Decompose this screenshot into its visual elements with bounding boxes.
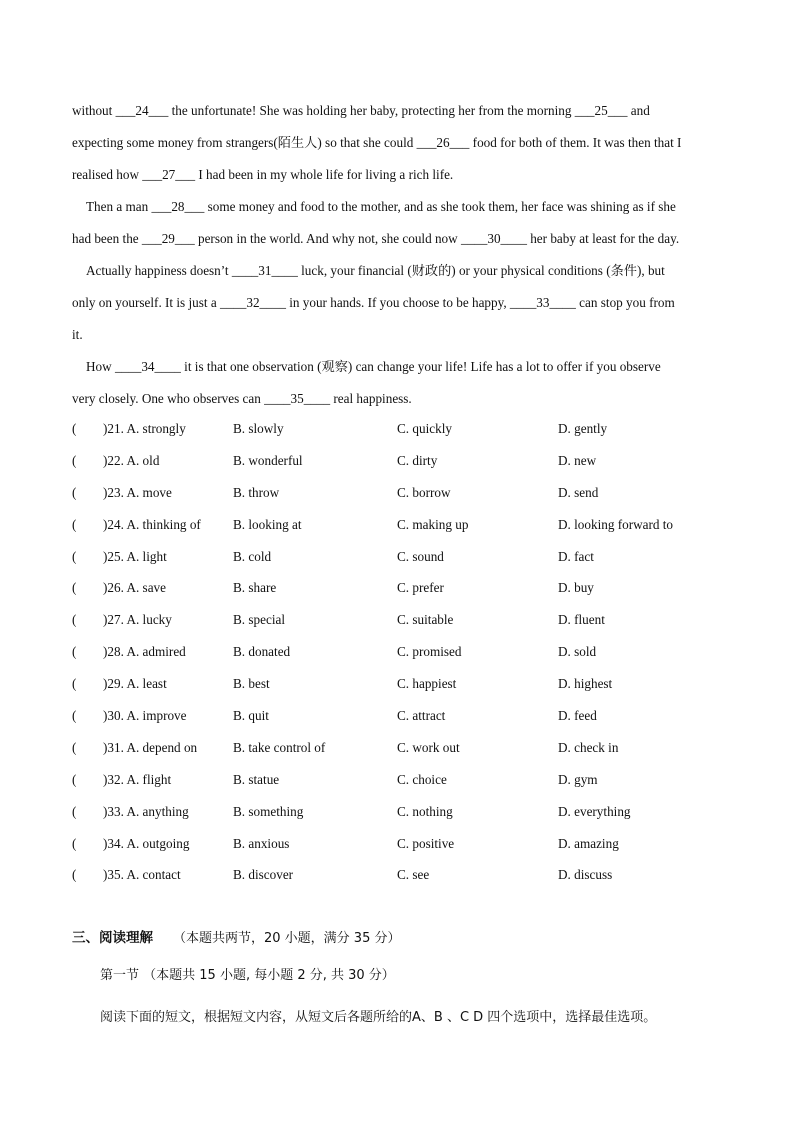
answer-bracket: (: [72, 516, 77, 532]
option-a: )24. A. thinking of: [103, 516, 201, 532]
answer-bracket: (: [72, 803, 77, 819]
option-a: )26. A. save: [103, 580, 166, 596]
question-row: [72, 859, 752, 891]
option-b: B. looking at: [233, 516, 302, 532]
question-row: [72, 413, 752, 445]
option-a: )34. A. outgoing: [103, 835, 190, 851]
option-c: C. suitable: [397, 612, 454, 628]
option-a: )28. A. admired: [103, 644, 186, 660]
option-c: C. promised: [397, 644, 462, 660]
option-a: )21. A. strongly: [103, 421, 186, 436]
option-b: B. cold: [233, 548, 272, 564]
option-b: B. special: [233, 612, 286, 628]
option-b: B. best: [233, 676, 270, 692]
option-a: )30. A. improve: [103, 708, 187, 724]
question-list: [72, 413, 752, 891]
answer-bracket: (: [72, 644, 77, 660]
option-a: )35. A. contact: [103, 867, 181, 883]
passage-line: had been the ___29___ person in the world. And why not, she could now ____30____ her baby at least for the day.: [72, 231, 680, 246]
option-a: )25. A. light: [103, 548, 167, 564]
option-a: )23. A. move: [103, 484, 172, 500]
section-heading: [72, 925, 400, 952]
option-c: C. borrow: [397, 484, 451, 500]
answer-bracket: (: [72, 612, 77, 628]
option-b: B. throw: [233, 484, 280, 500]
option-d: D. highest: [558, 676, 613, 692]
answer-bracket: (: [72, 484, 77, 500]
option-d: D. discuss: [558, 867, 613, 883]
option-c: C. work out: [397, 739, 460, 755]
option-c: C. attract: [397, 708, 446, 724]
question-row: [72, 700, 752, 732]
passage-line: it.: [72, 327, 83, 342]
passage-line: How ____34____ it is that one observation (观察) can change your life! Life has a lot to offer if you observe: [86, 359, 661, 374]
passage-line: Then a man ___28___ some money and food to the mother, and as she took them, her face was shining as if she: [86, 199, 676, 214]
option-d: D. check in: [558, 739, 619, 755]
option-b: B. donated: [233, 644, 291, 660]
question-row: [72, 477, 752, 509]
answer-bracket: (: [72, 580, 77, 596]
option-b: B. wonderful: [233, 452, 303, 468]
answer-bracket: (: [72, 676, 77, 692]
passage-line: expecting some money from strangers(陌生人) so that she could ___26___ food for both of them. It was then that I: [72, 135, 682, 150]
option-c: C. see: [397, 867, 430, 883]
option-c: C. choice: [397, 771, 447, 787]
passage-line: very closely. One who observes can ____35____ real happiness.: [72, 391, 412, 406]
question-row: [72, 732, 752, 764]
option-d: D. send: [558, 484, 599, 500]
option-b: B. share: [233, 580, 277, 596]
option-c: C. prefer: [397, 580, 444, 596]
question-row: [72, 764, 752, 796]
option-c: C. making up: [397, 516, 469, 532]
question-row: [72, 541, 752, 573]
section-title: 三、阅读理解: [72, 930, 153, 946]
option-d: D. new: [558, 452, 597, 468]
question-row: [72, 572, 752, 604]
option-d: D. fluent: [558, 612, 605, 628]
option-a: )27. A. lucky: [103, 612, 172, 628]
answer-bracket: (: [72, 739, 77, 755]
option-d: D. gym: [558, 771, 598, 787]
option-c: C. happiest: [397, 676, 457, 692]
option-d: D. amazing: [558, 835, 619, 851]
section-note: （本题共两节，20 小题，满分 35 分）: [173, 931, 401, 946]
option-a: )22. A. old: [103, 452, 160, 468]
option-d: D. feed: [558, 708, 597, 724]
option-b: B. slowly: [233, 421, 284, 436]
option-d: D. sold: [558, 644, 597, 660]
passage-line: Actually happiness doesn’t ____31____ luck, your financial (财政的) or your physical conditions (条件), but: [86, 263, 665, 278]
question-row: [72, 604, 752, 636]
answer-bracket: (: [72, 708, 77, 724]
section-subtitle: 第一节 （本题共 15 小题, 每小题 2 分, 共 30 分）: [100, 968, 395, 983]
option-b: B. discover: [233, 867, 294, 883]
option-a: )33. A. anything: [103, 803, 189, 819]
option-c: C. positive: [397, 835, 455, 851]
option-b: B. quit: [233, 708, 269, 724]
answer-bracket: (: [72, 771, 77, 787]
option-d: D. looking forward to: [558, 516, 674, 532]
answer-bracket: (: [72, 867, 77, 883]
option-b: B. statue: [233, 771, 280, 787]
option-b: B. anxious: [233, 835, 290, 851]
option-c: C. dirty: [397, 452, 438, 468]
answer-bracket: (: [72, 835, 77, 851]
question-row: [72, 796, 752, 828]
passage-line: without ___24___ the unfortunate! She was holding her baby, protecting her from the morning ___25___ and: [72, 103, 650, 118]
option-c: C. sound: [397, 548, 444, 564]
passage-line: realised how ___27___ I had been in my whole life for living a rich life.: [72, 167, 454, 182]
answer-bracket: (: [72, 452, 77, 468]
option-a: )32. A. flight: [103, 771, 172, 787]
option-a: )29. A. least: [103, 676, 167, 692]
section-instruction: 阅读下面的短文，根据短文内容，从短文后各题所给的A、B 、C D 四个选项中，选择最佳选项。: [100, 1010, 657, 1025]
option-d: D. buy: [558, 580, 594, 596]
option-d: D. fact: [558, 548, 594, 564]
answer-bracket: (: [72, 421, 77, 436]
question-row: [72, 509, 752, 541]
option-d: D. everything: [558, 803, 631, 819]
option-b: B. something: [233, 803, 304, 819]
option-c: C. quickly: [397, 421, 452, 436]
option-c: C. nothing: [397, 803, 453, 819]
question-row: [72, 636, 752, 668]
passage-line: only on yourself. It is just a ____32____ in your hands. If you choose to be happy, ____33____ can stop you from: [72, 295, 675, 310]
passage: [72, 95, 724, 415]
option-d: D. gently: [558, 421, 608, 436]
answer-bracket: (: [72, 548, 77, 564]
question-row: [72, 445, 752, 477]
question-row: [72, 828, 752, 860]
option-b: B. take control of: [233, 739, 326, 755]
option-a: )31. A. depend on: [103, 739, 198, 755]
question-row: [72, 668, 752, 700]
